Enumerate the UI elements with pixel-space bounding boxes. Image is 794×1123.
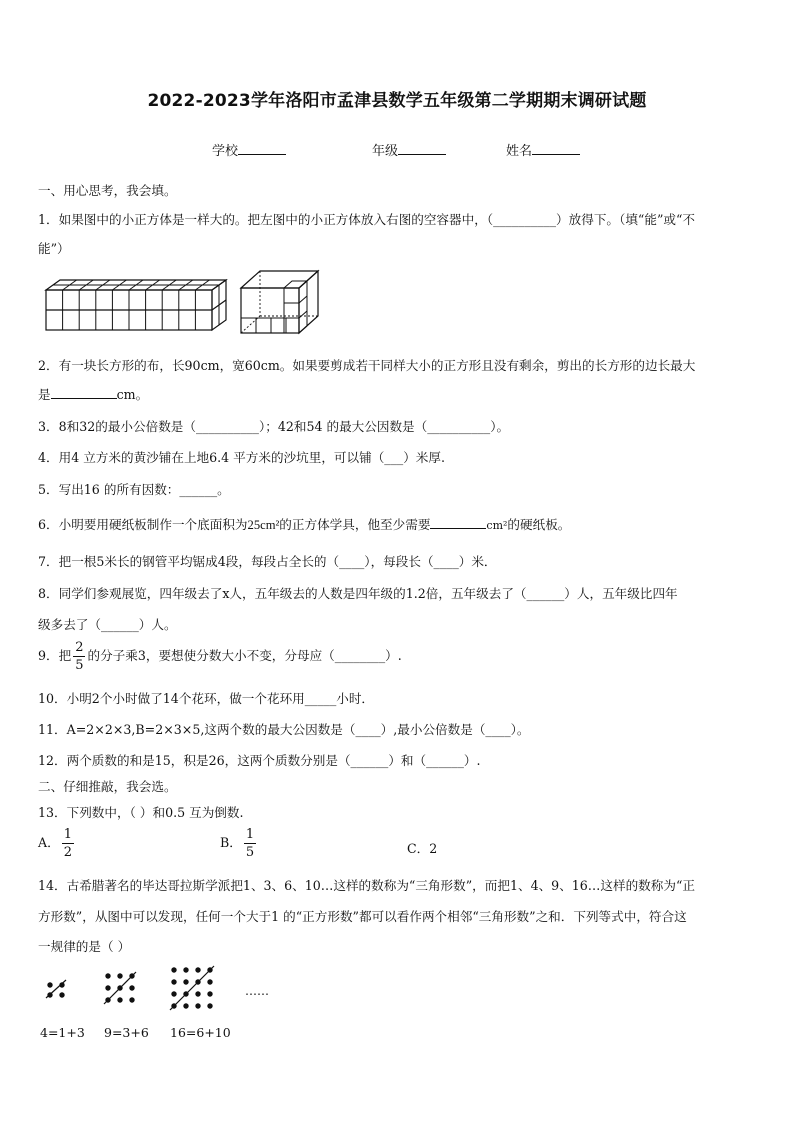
cube-stack-figure (44, 276, 228, 334)
option-b-numerator: 1 (245, 827, 255, 842)
option-b-label: B． (220, 835, 242, 850)
question-1-line-1: 1．如果图中的小正方体是一样大的。把左图中的小正方体放入右图的空容器中，（__________）放得下。（填“能”或“不 (38, 212, 696, 227)
dot-pattern-ellipsis: …… (245, 984, 269, 998)
question-13-option-b[interactable] (220, 828, 258, 859)
question-6-unit: cm² (486, 519, 508, 532)
question-2-prefix: 是 (38, 387, 51, 402)
question-12: 12．两个质数的和是15，积是26，这两个质数分别是（______）和（______）. (38, 753, 481, 768)
question-14-line-1: 14．古希腊著名的毕达哥拉斯学派把1、3、6、10…这样的数称为“三角形数”，而把1、4、9、16…这样的数称为“正 (38, 878, 695, 893)
container-figure (238, 268, 324, 336)
question-13: 13．下列数中，（ ）和0.5 互为倒数. (38, 805, 244, 820)
question-6-blank[interactable] (430, 517, 486, 529)
question-2-line-2 (38, 384, 148, 403)
dot-caption-2: 9=3+6 (104, 1025, 149, 1040)
question-9 (38, 641, 402, 672)
name-field (506, 140, 580, 159)
question-13-option-a[interactable] (38, 828, 76, 859)
question-9-prefix: 9．把 (38, 648, 72, 663)
question-7: 7．把一根5米长的钢管平均锯成4段，每段占全长的（____），每段长（____）米． (38, 554, 497, 569)
page-title: 2022-2023学年洛阳市孟津县数学五年级第二学期期末调研试题 (147, 91, 647, 111)
question-1-line-2: 能”） (38, 241, 70, 256)
option-a-numerator: 1 (63, 827, 72, 842)
question-6-area: 25cm² (247, 518, 280, 532)
grade-field (372, 140, 446, 159)
fraction-denominator: 5 (75, 658, 84, 673)
option-a-fraction (62, 828, 74, 859)
question-2-suffix: cm。 (116, 387, 149, 402)
question-13-option-c[interactable]: C．2 (407, 841, 438, 856)
name-blank[interactable] (532, 142, 580, 155)
question-6-prefix: 6．小明要用硬纸板制作一个底面积为 (38, 517, 248, 532)
dot-caption-3: 16=6+10 (170, 1025, 231, 1040)
question-4: 4．用4 立方米的黄沙铺在上地6.4 平方米的沙坑里，可以铺（___）米厚. (38, 450, 445, 465)
question-8-line-2: 级多去了（______）人。 (38, 617, 177, 632)
question-6-middle: 的正方体学具，他至少需要 (279, 517, 431, 532)
question-6-suffix: 的硬纸板。 (507, 517, 571, 532)
question-2-blank[interactable] (51, 387, 117, 399)
grade-blank[interactable] (398, 142, 446, 155)
question-6 (38, 514, 570, 533)
option-b-denominator: 5 (245, 845, 255, 860)
fraction-numerator: 2 (75, 640, 84, 655)
question-11: 11．A=2×2×3,B=2×3×5,这两个数的最大公因数是（____）,最小公倍数是（____）。 (38, 722, 530, 737)
question-5: 5．写出16 的所有因数：______。 (38, 482, 230, 497)
school-field (212, 140, 286, 159)
dot-caption-1: 4=1+3 (40, 1025, 85, 1040)
section-2-heading: 二、仔细推敲，我会选。 (38, 779, 177, 794)
question-2-line-1: 2．有一块长方形的布，长90cm，宽60cm。如果要剪成若干同样大小的正方形且没有剩余，剪出的长方形的边长最大 (38, 358, 696, 373)
question-9-suffix: 的分子乘3，要想使分数大小不变，分母应（________）. (87, 648, 402, 663)
section-1-heading: 一、用心思考，我会填。 (38, 183, 177, 198)
question-14-line-3: 一规律的是（ ） (38, 939, 131, 954)
dot-pattern-figure (40, 962, 280, 1022)
fraction-two-fifths (73, 641, 85, 672)
option-a-denominator: 2 (63, 845, 72, 860)
question-14-line-2: 方形数”，从图中可以发现，任何一个大于1 的“正方形数”都可以看作两个相邻“三角形数”之和．下列等式中，符合这 (38, 909, 687, 924)
option-b-fraction (244, 828, 256, 859)
option-a-label: A． (38, 835, 60, 850)
school-blank[interactable] (238, 142, 286, 155)
question-10: 10．小明2个小时做了14个花环，做一个花环用_____小时． (38, 691, 375, 706)
school-label: 学校 (212, 144, 239, 159)
question-8-line-1: 8．同学们参观展览，四年级去了x人，五年级去的人数是四年级的1.2倍，五年级去了（______）人，五年级比四年 (38, 586, 678, 601)
grade-label: 年级 (372, 144, 399, 159)
name-label: 姓名 (506, 144, 533, 159)
question-3: 3．8和32的最小公倍数是（__________）；42和54 的最大公因数是（__________）。 (38, 419, 510, 434)
